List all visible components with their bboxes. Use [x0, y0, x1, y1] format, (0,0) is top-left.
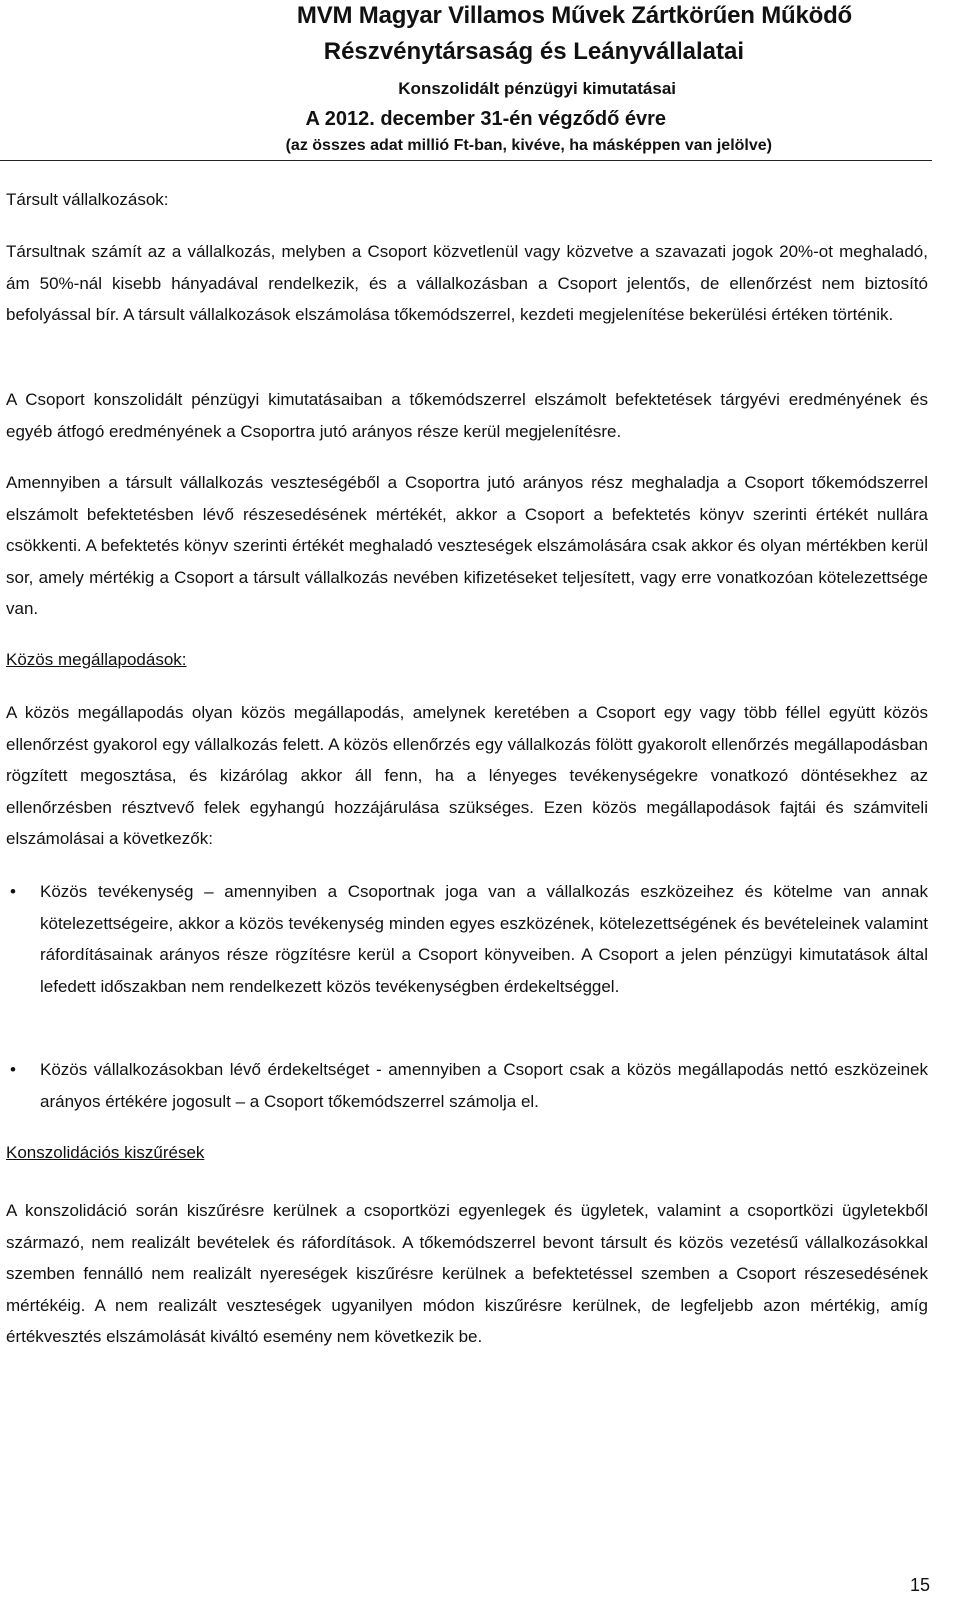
page-header [0, 0, 932, 161]
company-name: MVM Magyar Villamos Művek Zártkörűen Működő [296, 2, 852, 29]
consolidation-heading: Konszolidációs kiszűrések [6, 1143, 205, 1162]
list-item [6, 1054, 928, 1117]
associates-paragraph-3: Amennyiben a társult vállalkozás veszteségéből a Csoportra jutó arányos rész meghaladja a Csoport tőkemódszerrel elszámolt befektetésben lévő részesedésének mértékét, akkor a Csoport a befektetés könyv szerinti értékét nullára csökkenti. A befektetés könyv szerinti értékét meghaladó veszteségek elszámolására csak akkor és olyan mértékben kerül sor, amely mértékig a Csoport a társult vállalkozás nevében kifizetéseket teljesített, vagy erre vonatkozóan kötelezettsége van. [6, 473, 928, 618]
list-item [6, 876, 928, 1002]
bullet-text-joint-operation: Közös tevékenység – amennyiben a Csoportnak joga van a vállalkozás eszközeihez és kötelme van annak kötelezettségeire, akkor a közös tevékenység minden egyes eszközének, kötelezettségének és bevételeinek valamint ráfordításainak arányos része rögzítésre kerül a Csoport könyveiben. A Csoport a jelen pénzügyi kimutatások által lefedett időszakban nem rendelkezett közös tevékenységben érdekeltséggel. [40, 882, 928, 996]
joint-arrangements-heading: Közös megállapodások: [6, 650, 187, 669]
bullet-icon: • [10, 1060, 16, 1079]
joint-arrangements-paragraph: A közös megállapodás olyan közös megállapodás, amelynek keretében a Csoport egy vagy több féllel együtt közös ellenőrzést gyakorol egy vállalkozás felett. A közös ellenőrzés egy vállalkozás fölött gyakorolt ellenőrzés megállapodásban rögzített megosztása, és kizárólag akkor áll fenn, ha a lényeges tevékenységekre vonatkozó döntésekhez az ellenőrzésben résztvevő felek egyhangú hozzájárulása szükséges. Ezen közös megállapodások fajtái és számviteli elszámolásai a következők: [6, 703, 928, 848]
bullet-icon: • [10, 882, 16, 901]
company-subname: Részvénytársaság és Leányvállalatai [323, 38, 744, 65]
report-period: A 2012. december 31-én végződő évre [305, 108, 666, 130]
associates-paragraph-2: A Csoport konszolidált pénzügyi kimutatásaiban a tőkemódszerrel elszámolt befektetések tárgyévi eredményének és egyéb átfogó eredményének a Csoportra jutó arányos része kerül megjelenítésre. [6, 390, 928, 441]
report-units-note: (az összes adat millió Ft-ban, kivéve, ha másképpen van jelölve) [285, 137, 772, 154]
associates-heading: Társult vállalkozások: [6, 190, 169, 209]
bullet-text-joint-venture: Közös vállalkozásokban lévő érdekeltséget - amennyiben a Csoport csak a közös megállapodás nettó eszközeinek arányos értékére jogosult – a Csoport tőkemódszerrel számolja el. [40, 1060, 928, 1111]
consolidation-paragraph: A konszolidáció során kiszűrésre kerülnek a csoportközi egyenlegek és ügyletek, valamint a csoportközi ügyletekből származó, nem realizált bevételek és ráfordítások. A tőkemódszerrel bevont társult és közös vezetésű vállalkozásokkal szemben fennálló nem realizált nyereségek kiszűrésre kerülnek a befektetéssel szemben a Csoport részesedésének mértékéig. A nem realizált veszteségek ugyanilyen módon kiszűrésre kerülnek, de legfeljebb azon mértékig, amíg értékvesztés elszámolását kiváltó esemény nem következik be. [6, 1201, 928, 1346]
associates-paragraph-1: Társultnak számít az a vállalkozás, melyben a Csoport közvetlenül vagy közvetve a szavazati jogok 20%-ot meghaladó, ám 50%-nál kisebb hányadával rendelkezik, és a vállalkozásban a Csoport jelentős, de ellenőrzést nem biztosító befolyással bír. A társult vállalkozások elszámolása tőkemódszerrel, kezdeti megjelenítése bekerülési értéken történik. [6, 242, 928, 324]
page-number: 15 [909, 1575, 930, 1595]
report-title: Konszolidált pénzügyi kimutatásai [398, 79, 676, 98]
